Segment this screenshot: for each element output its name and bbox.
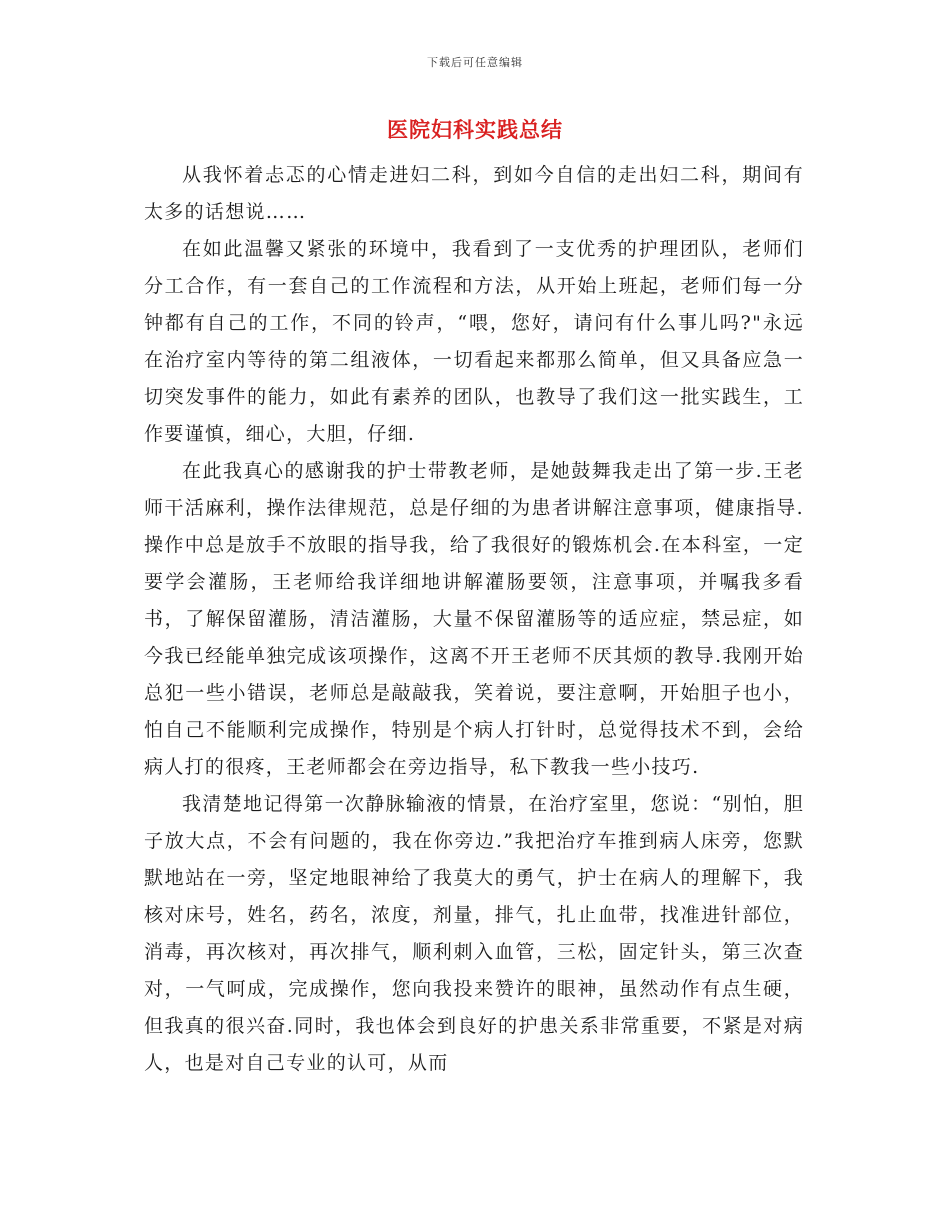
paragraph: 我清楚地记得第一次静脉输液的情景，在治疗室里，您说：“别怕，胆子放大点，不会有问题的，我在你旁边.”我把治疗车推到病人床旁，您默默地站在一旁，坚定地眼神给了我莫大的勇气，护士在病人的理解下，我核对床号，姓名，药名，浓度，剂量，排气，扎止血带，找准进针部位，消毒，再次核对，再次排气，顺利刺入血管，三松，固定针头，第三次查对，一气呵成，完成操作，您向我投来赞许的眼神，虽然动作有点生硬，但我真的很兴奋.同时，我也体会到良好的护患关系非常重要，不紧是对病人，也是对自己专业的认可，从而 bbox=[144, 793, 804, 1074]
document-body bbox=[144, 157, 804, 1082]
header-note: 下载后可任意编辑 bbox=[427, 56, 523, 69]
paragraph: 在如此温馨又紧张的环境中，我看到了一支优秀的护理团队，老师们分工合作，有一套自己的工作流程和方法，从开始上班起，老师们每一分钟都有自己的工作，不同的铃声，“喂，您好，请问有什么事儿吗?"永远在治疗室内等待的第二组液体，一切看起来都那么简单，但又具备应急一切突发事件的能力，如此有素养的团队，也教导了我们这一批实践生，工作要谨慎，细心，大胆，仔细. bbox=[144, 238, 804, 445]
document-title: 医院妇科实践总结 bbox=[387, 117, 563, 142]
paragraph: 从我怀着忐忑的心情走进妇二科，到如今自信的走出妇二科，期间有太多的话想说…… bbox=[144, 164, 804, 223]
paragraph: 在此我真心的感谢我的护士带教老师，是她鼓舞我走出了第一步.王老师干活麻利，操作法律规范，总是仔细的为患者讲解注意事项，健康指导.操作中总是放手不放眼的指导我，给了我很好的锻炼机会.在本科室，一定要学会灌肠，王老师给我详细地讲解灌肠要领，注意事项，并嘱我多看书，了解保留灌肠，清洁灌肠，大量不保留灌肠等的适应症，禁忌症，如今我已经能单独完成该项操作，这离不开王老师不厌其烦的教导.我刚开始总犯一些小错误，老师总是敲敲我，笑着说，要注意啊，开始胆子也小，怕自己不能顺利完成操作，特别是个病人打针时，总觉得技术不到，会给病人打的很疼，王老师都会在旁边指导，私下教我一些小技巧. bbox=[144, 460, 804, 778]
